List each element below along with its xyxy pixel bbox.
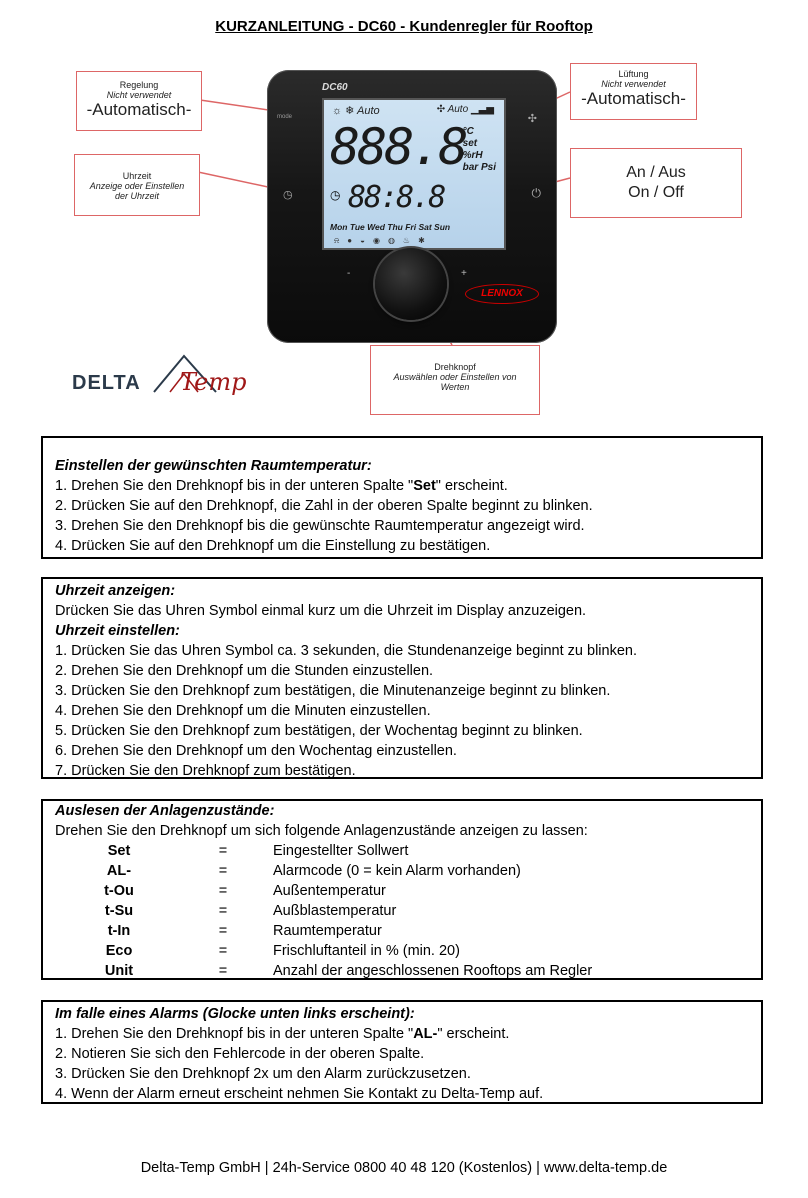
knob-minus-label: - <box>347 268 351 279</box>
lcd-units <box>463 126 496 174</box>
section2-show-text: Drücken Sie das Uhren Symbol einmal kurz um die Uhrzeit im Display anzuzeigen. <box>55 603 587 619</box>
section4-heading: Im falle eines Alarms (Glocke unten links erscheint): <box>55 1006 415 1022</box>
section2-heading-set: Uhrzeit einstellen: <box>55 623 180 639</box>
logo-temp-text: Temp <box>180 368 247 396</box>
table-row <box>55 881 592 901</box>
section2-heading-show: Uhrzeit anzeigen: <box>55 583 176 599</box>
section4-step1 <box>55 1024 749 1044</box>
section-clock <box>41 577 763 779</box>
status-desc: Anzahl der angeschlossenen Rooftops am Regler <box>273 963 593 979</box>
lcd-top-row: ☼ ❄ Auto <box>332 105 380 117</box>
status-desc: Außblastemperatur <box>273 903 397 919</box>
callout-an-aus-line1: An / Aus <box>626 164 686 181</box>
lcd-status-icons: ⍾●◒◉◍♨✱ <box>334 236 433 245</box>
lcd-small-digits: 88:8.8 <box>348 180 445 215</box>
status-desc: Eingestellter Sollwert <box>273 843 409 859</box>
delta-temp-logo <box>72 354 247 404</box>
clock-icon: ◷ <box>283 189 293 201</box>
status-code: Unit <box>104 963 134 979</box>
section4-step1-pre: 1. Drehen Sie den Drehknopf bis in der unteren Spalte " <box>55 1026 414 1042</box>
status-code: Set <box>107 843 131 859</box>
lcd-auto-right: ✣ Auto ▁▃▅ <box>436 104 494 115</box>
section1-step1-bold: Set <box>413 478 436 494</box>
callout-lueftung <box>570 63 697 120</box>
section1-step1 <box>55 476 749 496</box>
lcd-unit-set: set <box>462 138 478 149</box>
callout-regelung-value: -Automatisch- <box>86 100 192 119</box>
status-desc: Außentemperatur <box>273 883 386 899</box>
status-code: t-In <box>107 923 131 939</box>
section4-step3: 3. Drücken Sie den Drehknopf 2x um den Alarm zurückzusetzen. <box>55 1066 471 1082</box>
table-row <box>55 841 592 861</box>
lcd-unit-rh: %rH <box>462 150 483 161</box>
section2-step: 7. Drücken Sie den Drehknopf zum bestätigen. <box>55 763 356 779</box>
lcd-weekdays: Mon Tue Wed Thu Fri Sat Sun <box>330 222 451 232</box>
status-code: t-Su <box>104 903 134 919</box>
lcd-main-digits: 888.8 <box>330 118 466 176</box>
section2-step: 6. Drehen Sie den Drehknopf um den Wochentag einzustellen. <box>55 743 457 759</box>
logo-delta-text: DELTA <box>72 372 141 394</box>
section-alarm <box>41 1000 763 1104</box>
status-eq: = <box>218 863 228 879</box>
status-eq: = <box>218 923 228 939</box>
callout-lueftung-sub: Nicht verwendet <box>601 79 666 89</box>
lcd-clock-icon: ◷ <box>330 188 341 202</box>
mode-button-label: mode <box>277 114 293 120</box>
callout-lueftung-title: Lüftung <box>618 69 649 79</box>
status-code-table <box>55 841 592 981</box>
section1-step2: 2. Drücken Sie auf den Drehknopf, die Zahl in der oberen Spalte beginnt zu blinken. <box>55 498 593 514</box>
status-eq: = <box>218 843 228 859</box>
fan-icon: ✣ <box>527 113 537 125</box>
section1-step1-pre: 1. Drehen Sie den Drehknopf bis in der unteren Spalte " <box>55 478 414 494</box>
table-row <box>55 921 592 941</box>
power-icon: ⏻ <box>531 186 541 200</box>
callout-regelung <box>76 71 202 131</box>
callout-drehknopf <box>370 345 540 415</box>
device-model-label: DC60 <box>322 82 348 93</box>
callout-drehknopf-sub: Auswählen oder Einstellen von Werten <box>393 372 517 392</box>
status-code: t-Ou <box>104 883 134 899</box>
status-code: Eco <box>105 943 133 959</box>
status-eq: = <box>218 883 228 899</box>
status-desc: Frischluftanteil in % (min. 20) <box>273 943 460 959</box>
lcd-unit-bar: bar Psi <box>462 162 496 173</box>
section4-step4: 4. Wenn der Alarm erneut erscheint nehmen Sie Kontakt zu Delta-Temp auf. <box>55 1086 544 1102</box>
callout-uhrzeit-title: Uhrzeit <box>122 171 152 181</box>
knob-plus-label: + <box>461 268 467 279</box>
table-row <box>55 961 592 981</box>
section2-step: 3. Drücken Sie den Drehknopf zum bestätigen, die Minutenanzeige beginnt zu blinken. <box>55 683 611 699</box>
lcd-auto-left: Auto <box>357 105 380 117</box>
section4-step1-bold: AL- <box>413 1026 438 1042</box>
section3-intro: Drehen Sie den Drehknopf um sich folgende Anlagenzustände anzeigen zu lassen: <box>55 823 588 839</box>
callout-drehknopf-title: Drehknopf <box>434 362 476 372</box>
table-row <box>55 901 592 921</box>
callout-an-aus-line2: On / Off <box>628 184 684 201</box>
callout-uhrzeit-sub: Anzeige oder Einstellen der Uhrzeit <box>89 181 185 201</box>
section1-step4: 4. Drücken Sie auf den Drehknopf um die Einstellung zu bestätigen. <box>55 538 491 554</box>
section2-step: 4. Drehen Sie den Drehknopf um die Minuten einzustellen. <box>55 703 431 719</box>
callout-an-aus <box>570 148 742 218</box>
section3-heading: Auslesen der Anlagenzustände: <box>55 803 275 819</box>
status-desc: Alarmcode (0 = kein Alarm vorhanden) <box>273 863 521 879</box>
status-code: AL- <box>106 863 132 879</box>
lcd-auto-right-label: Auto <box>447 104 469 115</box>
section1-step3: 3. Drehen Sie den Drehknopf bis die gewünschte Raumtemperatur angezeigt wird. <box>55 518 585 534</box>
lcd-display <box>322 98 506 250</box>
callout-uhrzeit <box>74 154 200 216</box>
section-system-status <box>41 799 763 980</box>
table-row <box>55 861 592 881</box>
dc60-controller <box>267 70 557 343</box>
callout-regelung-sub: Nicht verwendet <box>106 90 172 100</box>
section2-step: 1. Drücken Sie das Uhren Symbol ca. 3 sekunden, die Stundenanzeige beginnt zu blinken. <box>55 643 637 659</box>
footer-contact: Delta-Temp GmbH | 24h-Service 0800 40 48 120 (Kostenlos) | www.delta-temp.de <box>140 1160 668 1176</box>
document-title: KURZANLEITUNG - DC60 - Kundenregler für Rooftop <box>215 18 593 35</box>
lcd-unit-c: °C <box>462 126 474 137</box>
section1-heading: Einstellen der gewünschten Raumtemperatur: <box>55 458 372 474</box>
status-eq: = <box>218 963 228 979</box>
section2-step: 5. Drücken Sie den Drehknopf zum bestätigen, der Wochentag beginnt zu blinken. <box>55 723 583 739</box>
lennox-logo: LENNOX <box>465 284 539 304</box>
section4-step1-post: " erscheint. <box>437 1026 510 1042</box>
status-eq: = <box>218 943 228 959</box>
section1-step1-post: " erscheint. <box>435 478 508 494</box>
section2-step: 2. Drehen Sie den Drehknopf um die Stunden einzustellen. <box>55 663 434 679</box>
section-room-temperature <box>41 436 763 559</box>
table-row <box>55 941 592 961</box>
callout-lueftung-value: -Automatisch- <box>581 89 686 108</box>
status-eq: = <box>218 903 228 919</box>
callout-regelung-title: Regelung <box>119 80 159 90</box>
status-desc: Raumtemperatur <box>273 923 382 939</box>
rotary-knob <box>375 248 447 320</box>
section4-step2: 2. Notieren Sie sich den Fehlercode in der oberen Spalte. <box>55 1046 425 1062</box>
